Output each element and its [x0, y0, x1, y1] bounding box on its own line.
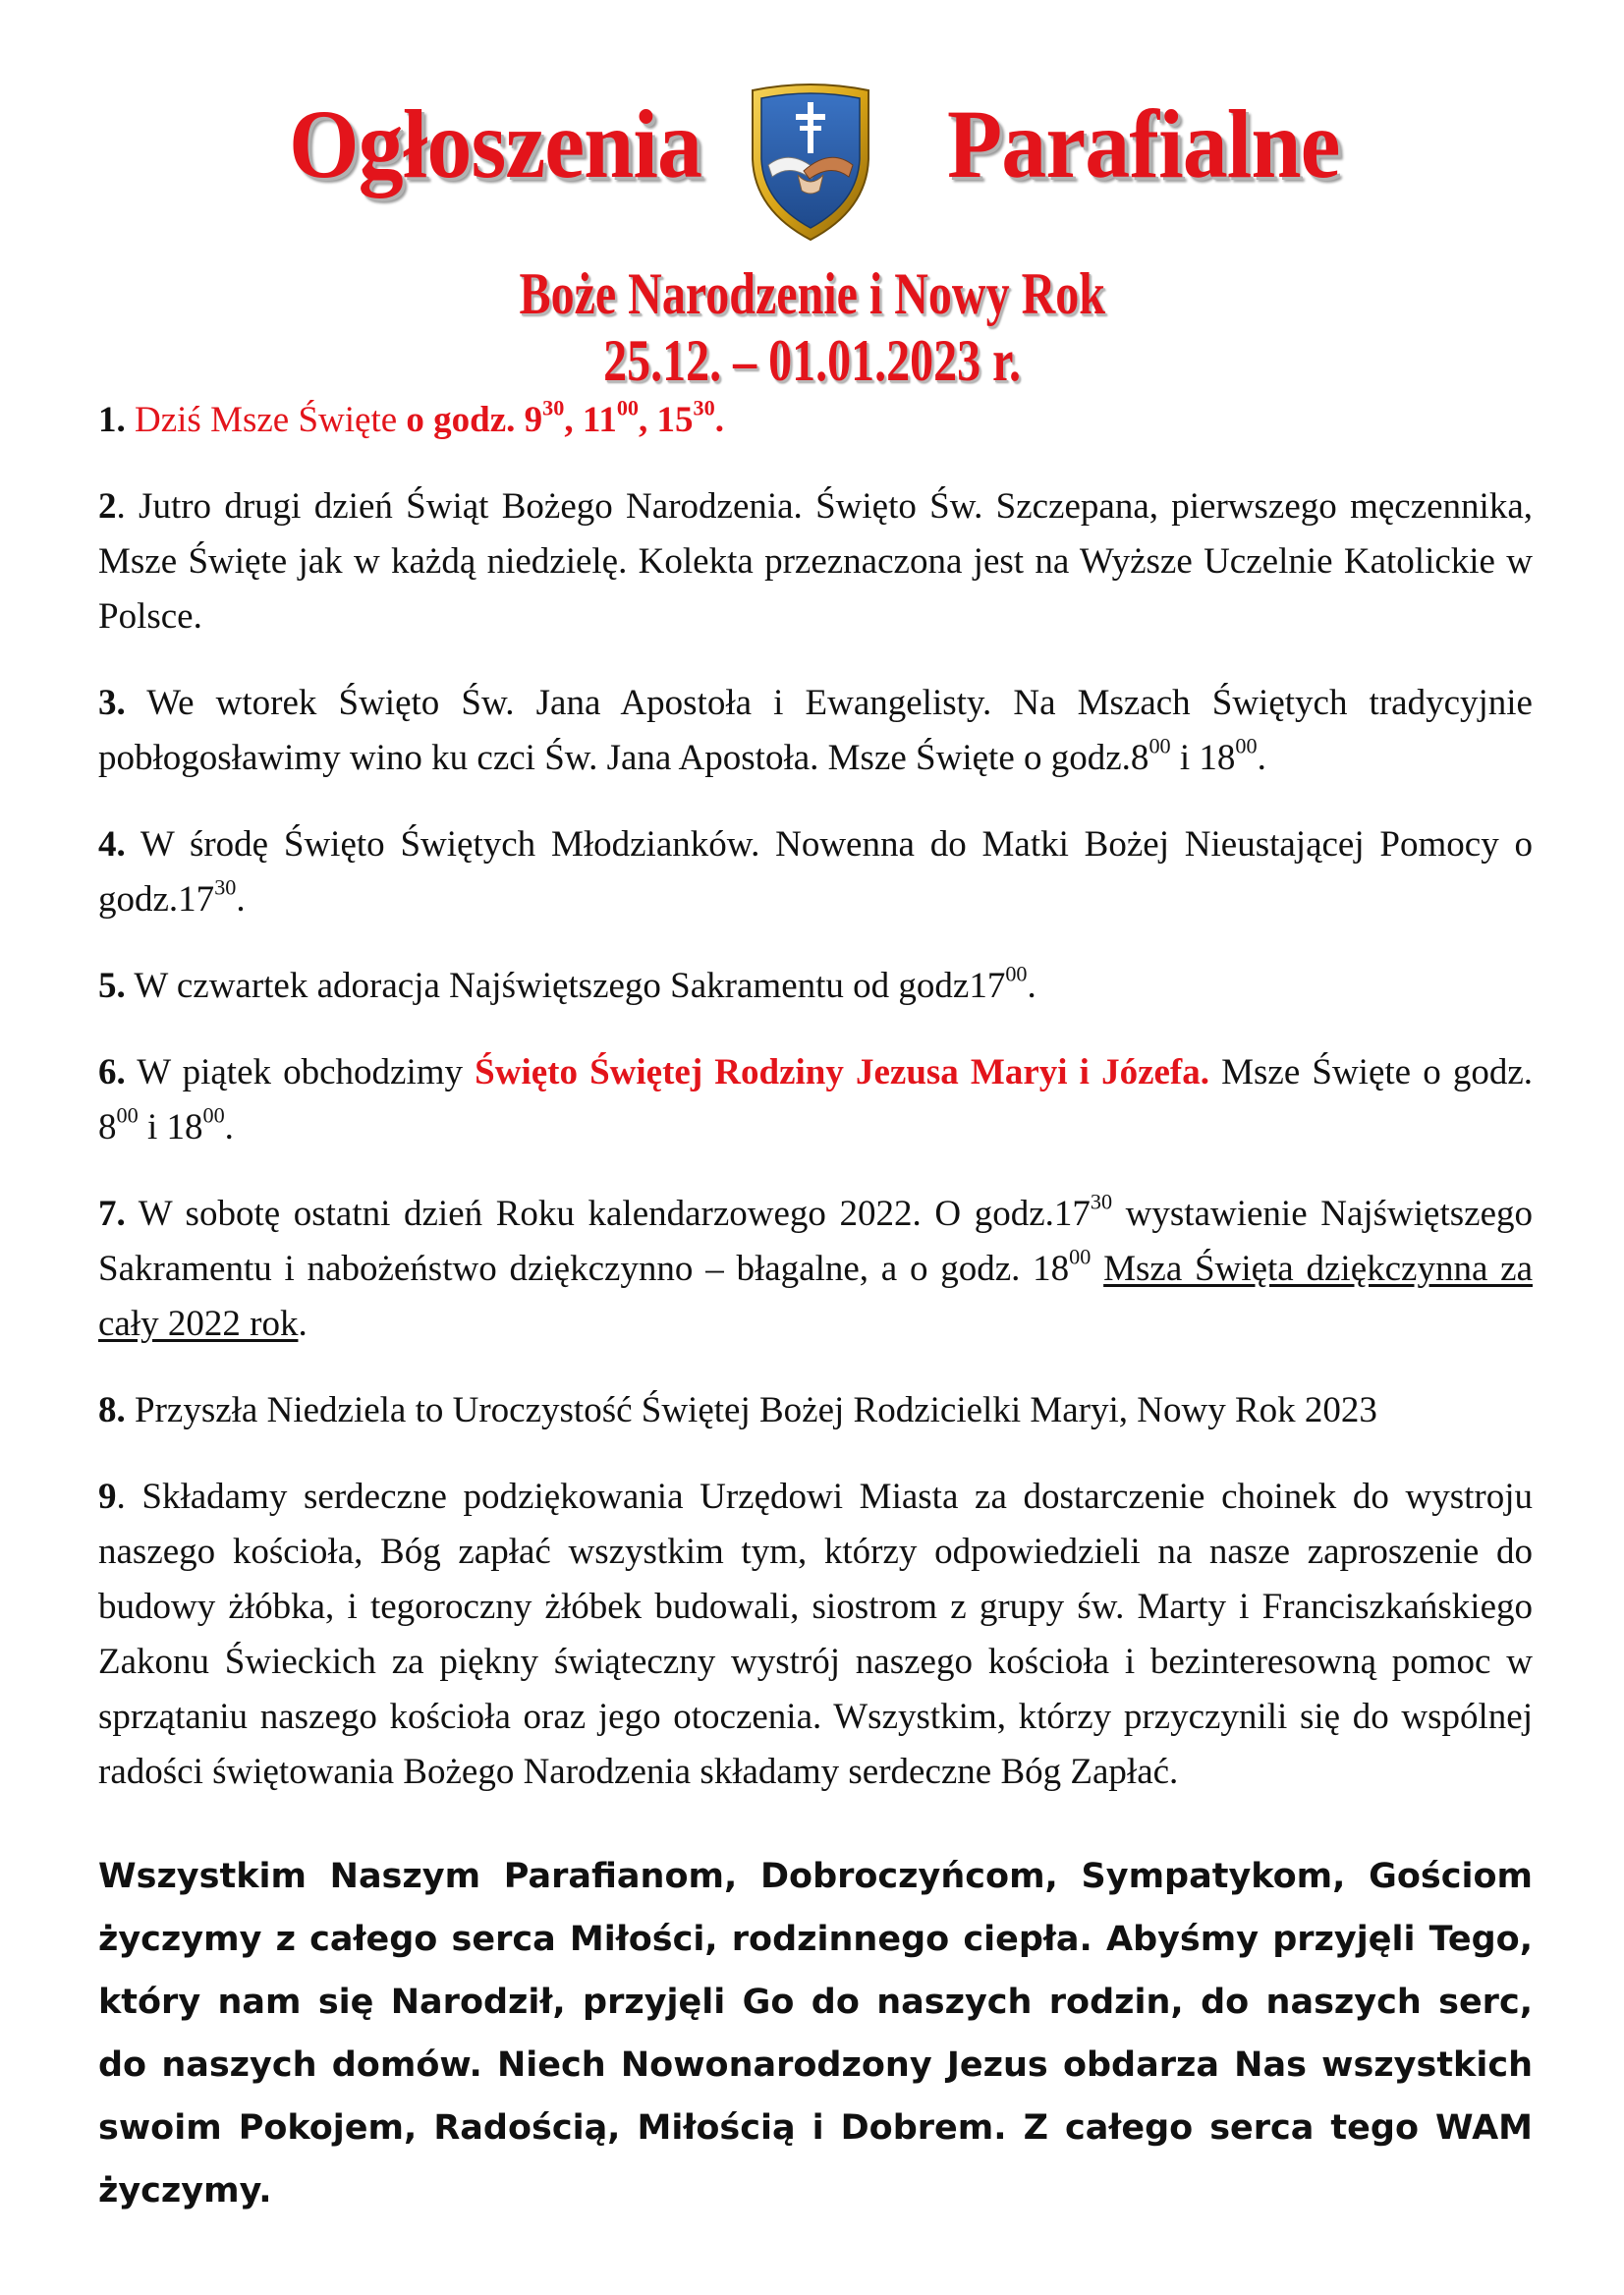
announcement-item-7: 7. W sobotę ostatni dzień Roku kalendarzowego 2022. O $godz.17^{30}$ wystawienie Najświętszego Sakramentu i nabożeństwo dziękczynno – błagalne, a o godz. $18^{00}$ Msza Święta dziękczynna za cały 2022 rok.: [98, 1189, 1533, 1344]
thanksgiving-mass: Msza Święta dziękczynna za cały 2022 rok: [98, 1249, 1533, 1344]
announcement-item-3: 3. We wtorek Święto Św. Jana Apostoła i Ewangelisty. Na Mszach Świętych tradycyjnie pobłogosławimy wino ku czci Św. Jana Apostoła. Msze Święte o $godz.8^{00}$ i $18^{00}$.: [98, 683, 1533, 778]
christmas-wishes: Wszystkim Naszym Parafianom, Dobroczyńcom, Sympatykom, Gościom życzymy z całego serca Miłości, rodzinnego ciepła. Abyśmy przyjęli Tego, który nam się Narodził, przyjęli Go do naszych rodzin, do naszych serc, do naszych domów. Niech Nowonarodzony Jezus obdarza Nas wszystkich swoim Pokojem, Radością, Miłością i Dobrem. Z całego serca tego WAM życzymy.: [98, 1857, 1533, 2211]
announcement-item-8: 8. Przyszła Niedziela to Uroczystość Świętej Bożej Rodzicielki Maryi, Nowy Rok 2023: [98, 1390, 1377, 1430]
announcement-item-6: 6. W piątek obchodzimy Święto Świętej Rodziny Jezusa Maryi i Józefa. Msze Święte o godz. $8^{00}$ i $18^{00}$.: [98, 1052, 1534, 1148]
feast-name: Święto Świętej Rodziny Jezusa Maryi i Józefa.: [475, 1052, 1209, 1092]
franciscan-crest-icon: [747, 81, 874, 246]
title-right: Parafialne: [947, 89, 1340, 198]
announcement-item-4: 4. W środę Święto Świętych Młodzianków. Nowenna do Matki Bożej Nieustającej Pomocy o $godz.17^{30}$.: [98, 824, 1533, 920]
header: [0, 39, 1624, 393]
title-left: Ogłoszenia: [289, 89, 702, 198]
subtitle: Boże Narodzenie i Nowy Rok: [519, 261, 1105, 326]
announcements-list: [98, 393, 1533, 2257]
date-range: 25.12. – 01.01.2023 r.: [603, 328, 1021, 393]
announcement-item-5: 5. W czwartek adoracja Najświętszego Sakramentu od $godz17^{00}$.: [98, 961, 1036, 1006]
announcement-item-9: 9. Składamy serdeczne podziękowania Urzędowi Miasta za dostarczenie choinek do wystroju naszego kościoła, Bóg zapłać wszystkim tym, którzy odpowiedzieli na nasze zaproszenie do budowy żłóbka, i tegoroczny żłóbek budowali, siostrom z grupy św. Marty i Franciszkańskiego Zakonu Świeckich za piękny świąteczny wystrój naszego kościoła i bezinteresowną pomoc w sprzątaniu naszego kościoła oraz jego otoczenia. Wszystkim, którzy przyczynili się do wspólnej radości świętowania Bożego Narodzenia składamy serdeczne Bóg Zapłać.: [98, 1477, 1533, 1792]
announcement-item-1: 1. Dziś Msze Święte o godz. $9^{30}$, $11^{00}$, $15^{30}$.: [98, 395, 724, 440]
announcement-item-2: 2. Jutro drugi dzień Świąt Bożego Narodzenia. Święto Św. Szczepana, pierwszego męczennika, Msze Święte jak w każdą niedzielę. Kolekta przeznaczona jest na Wyższe Uczelnie Katolickie w Polsce.: [98, 486, 1533, 637]
